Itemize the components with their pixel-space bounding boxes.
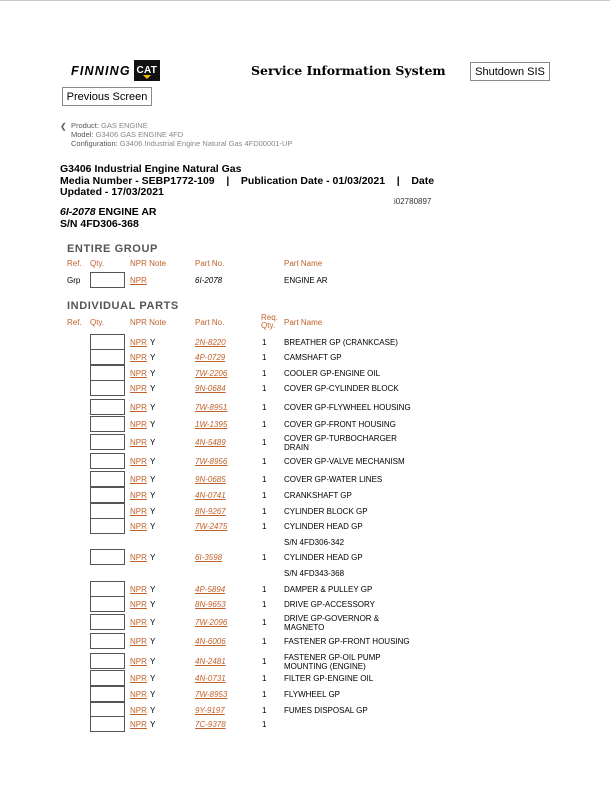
part-name: CYLINDER BLOCK GP	[284, 507, 368, 516]
npr-note: Y	[150, 553, 156, 562]
part-name: CAMSHAFT GP	[284, 353, 342, 362]
qty-input[interactable]	[90, 716, 125, 732]
req-qty: 1	[262, 522, 267, 531]
req-qty: 1	[262, 403, 267, 412]
part-name: COVER GP-VALVE MECHANISM	[284, 457, 405, 466]
qty-input[interactable]	[90, 581, 125, 597]
qty-input[interactable]	[90, 334, 125, 350]
npr-note: Y	[150, 522, 156, 531]
logo-wordmark: FINNING	[71, 63, 131, 78]
npr-link[interactable]: NPR	[130, 585, 147, 594]
npr-note: Y	[150, 690, 156, 699]
qty-input[interactable]	[90, 471, 125, 487]
npr-link[interactable]: NPR	[130, 522, 147, 531]
ip-header-npr: NPR Note	[130, 318, 167, 327]
part-name: CYLINDER HEAD GP	[284, 553, 363, 562]
npr-note: Y	[150, 720, 156, 729]
qty-input[interactable]	[90, 633, 125, 649]
npr-note: Y	[150, 618, 156, 627]
config-value: G3406 Industrial Engine Natural Gas 4FD00001-UP	[119, 139, 293, 148]
ip-header-req: Req. Qty.	[261, 313, 278, 330]
npr-note: Y	[150, 674, 156, 683]
qty-input[interactable]	[90, 614, 125, 630]
part-number-link[interactable]: 9N-0684	[195, 384, 226, 393]
engine-name: ENGINE AR	[95, 206, 157, 218]
config-label: Configuration:	[71, 139, 118, 148]
npr-link[interactable]: NPR	[130, 457, 147, 466]
part-number-link[interactable]: 4N-0741	[195, 491, 226, 500]
npr-link[interactable]: NPR	[130, 657, 147, 666]
req-qty: 1	[262, 353, 267, 362]
serial-range: S/N 4FD306-342	[284, 538, 345, 547]
part-number-link[interactable]: 7W-2206	[195, 369, 228, 378]
part-name: DAMPER & PULLEY GP	[284, 585, 373, 594]
npr-note: Y	[150, 657, 156, 666]
req-qty: 1	[262, 507, 267, 516]
part-number-link[interactable]: 6I-3598	[195, 553, 223, 562]
npr-link[interactable]: NPR	[130, 618, 147, 627]
eg-npr-link[interactable]: NPR	[130, 276, 147, 285]
npr-note: Y	[150, 403, 156, 412]
npr-link[interactable]: NPR	[130, 706, 147, 715]
entire-group-heading: ENTIRE GROUP	[67, 243, 158, 255]
npr-link[interactable]: NPR	[130, 553, 147, 562]
eg-header-qty: Qty.	[90, 259, 105, 268]
npr-note: Y	[150, 491, 156, 500]
model-label: Model:	[71, 130, 94, 139]
npr-link[interactable]: NPR	[130, 384, 147, 393]
part-name: FILTER GP-ENGINE OIL	[284, 674, 374, 683]
req-qty: 1	[262, 438, 267, 447]
eg-part-name: ENGINE AR	[284, 276, 328, 285]
part-number-link[interactable]: 4N-5489	[195, 438, 226, 447]
qty-input[interactable]	[90, 596, 125, 612]
qty-input[interactable]	[90, 399, 125, 415]
req-qty: 1	[262, 338, 267, 347]
qty-input[interactable]	[90, 453, 125, 469]
part-number-link[interactable]: 4N-2481	[195, 657, 226, 666]
document-id: i02780897	[394, 197, 432, 206]
npr-note: Y	[150, 369, 156, 378]
eg-header-name: Part Name	[284, 259, 323, 268]
part-number-link[interactable]: 7W-8956	[195, 457, 228, 466]
serial-range: S/N 4FD343-368	[284, 569, 345, 578]
eg-header-ref: Ref.	[67, 259, 82, 268]
part-number-link[interactable]: 2N-8220	[195, 338, 226, 347]
qty-input[interactable]	[90, 365, 125, 381]
npr-link[interactable]: NPR	[130, 369, 147, 378]
cat-logo-icon: CAT	[134, 60, 160, 81]
npr-note: Y	[150, 384, 156, 393]
npr-note: Y	[150, 438, 156, 447]
npr-link[interactable]: NPR	[130, 507, 147, 516]
npr-note: Y	[150, 507, 156, 516]
qty-input[interactable]	[90, 503, 125, 519]
ip-header-qty: Qty.	[90, 318, 105, 327]
req-qty: 1	[262, 674, 267, 683]
npr-link[interactable]: NPR	[130, 353, 147, 362]
npr-link[interactable]: NPR	[130, 491, 147, 500]
part-number-link[interactable]: 4N-0731	[195, 674, 226, 683]
part-name: FLYWHEEL GP	[284, 690, 341, 699]
part-name: FUMES DISPOSAL GP	[284, 706, 368, 715]
part-name: COVER GP-FRONT HOUSING	[284, 420, 396, 429]
qty-input[interactable]	[90, 549, 125, 565]
npr-link[interactable]: NPR	[130, 690, 147, 699]
qty-input[interactable]	[90, 686, 125, 702]
req-qty: 1	[262, 637, 267, 646]
engine-code: 6I-2078	[60, 206, 96, 218]
part-number-link[interactable]: 8N-9267	[195, 507, 226, 516]
npr-link[interactable]: NPR	[130, 475, 147, 484]
part-number-link[interactable]: 9N-0685	[195, 475, 226, 484]
npr-link[interactable]: NPR	[130, 403, 147, 412]
npr-note: Y	[150, 585, 156, 594]
qty-input[interactable]	[90, 518, 125, 534]
qty-input[interactable]	[90, 670, 125, 686]
part-name: COVER GP-CYLINDER BLOCK	[284, 384, 399, 393]
part-number-link[interactable]: 8N-9653	[195, 600, 226, 609]
npr-link[interactable]: NPR	[130, 438, 147, 447]
part-name: DRIVE GP-ACCESSORY	[284, 600, 375, 609]
part-number-link[interactable]: 7W-2475	[195, 522, 228, 531]
npr-link[interactable]: NPR	[130, 420, 147, 429]
req-qty: 1	[262, 384, 267, 393]
part-number-link[interactable]: 1W-1395	[195, 420, 228, 429]
ip-header-part: Part No.	[195, 318, 225, 327]
product-value: GAS ENGINE	[101, 121, 148, 130]
req-qty: 1	[262, 657, 267, 666]
part-name: COOLER GP-ENGINE OIL	[284, 369, 381, 378]
ip-header-name: Part Name	[284, 318, 323, 327]
req-qty: 1	[262, 690, 267, 699]
doc-title: G3406 Industrial Engine Natural Gas	[60, 163, 242, 175]
npr-link[interactable]: NPR	[130, 600, 147, 609]
npr-link[interactable]: NPR	[130, 637, 147, 646]
qty-input[interactable]	[90, 380, 125, 396]
npr-link[interactable]: NPR	[130, 720, 147, 729]
req-qty: 1	[262, 618, 267, 627]
part-name: COVER GP-TURBOCHARGER DRAIN	[284, 434, 397, 452]
qty-input[interactable]	[90, 487, 125, 503]
part-name: COVER GP-FLYWHEEL HOUSING	[284, 403, 411, 412]
req-qty: 1	[262, 720, 267, 729]
npr-note: Y	[150, 420, 156, 429]
product-breadcrumb	[71, 121, 292, 148]
req-qty: 1	[262, 420, 267, 429]
req-qty: 1	[262, 475, 267, 484]
eg-part-no: 6I-2078	[195, 276, 223, 285]
req-qty: 1	[262, 491, 267, 500]
req-qty: 1	[262, 553, 267, 562]
req-qty: 1	[262, 457, 267, 466]
npr-note: Y	[150, 637, 156, 646]
individual-parts-heading: INDIVIDUAL PARTS	[67, 300, 179, 312]
part-name: CYLINDER HEAD GP	[284, 522, 363, 531]
part-name: COVER GP-WATER LINES	[284, 475, 383, 484]
part-number-link[interactable]: 7W-8953	[195, 690, 228, 699]
part-name: CRANKSHAFT GP	[284, 491, 352, 500]
date-updated-line: Updated - 17/03/2021	[60, 186, 164, 198]
part-name: FASTENER GP-FRONT HOUSING	[284, 637, 410, 646]
npr-note: Y	[150, 475, 156, 484]
engine-serial: S/N 4FD306-368	[60, 218, 139, 230]
part-number-link[interactable]: 7W-8951	[195, 403, 228, 412]
npr-note: Y	[150, 338, 156, 347]
req-qty: 1	[262, 585, 267, 594]
part-name: BREATHER GP (CRANKCASE)	[284, 338, 398, 347]
npr-note: Y	[150, 706, 156, 715]
part-number-link[interactable]: 7C-9378	[195, 720, 226, 729]
part-name: FASTENER GP-OIL PUMP MOUNTING (ENGINE)	[284, 653, 381, 671]
previous-screen-button[interactable]: Previous Screen	[62, 87, 152, 106]
req-qty: 1	[262, 600, 267, 609]
part-name: DRIVE GP-GOVERNOR & MAGNETO	[284, 614, 380, 632]
npr-link[interactable]: NPR	[130, 674, 147, 683]
page-title: Service Information System	[251, 63, 446, 78]
req-qty: 1	[262, 369, 267, 378]
npr-note: Y	[150, 457, 156, 466]
model-value: G3406 GAS ENGINE 4FD	[95, 130, 184, 139]
qty-input[interactable]	[90, 349, 125, 365]
npr-link[interactable]: NPR	[130, 338, 147, 347]
chevron-left-icon[interactable]: ❮	[60, 122, 67, 131]
npr-note: Y	[150, 600, 156, 609]
req-qty: 1	[262, 706, 267, 715]
eg-ref: Grp	[67, 276, 81, 285]
qty-input[interactable]	[90, 653, 125, 669]
part-number-link[interactable]: 4P-5894	[195, 585, 226, 594]
qty-input[interactable]	[90, 434, 125, 450]
ip-header-ref: Ref.	[67, 318, 82, 327]
engine-heading	[60, 206, 157, 230]
finning-cat-logo	[71, 60, 160, 81]
shutdown-sis-button[interactable]: Shutdown SIS	[470, 62, 550, 81]
eg-header-npr: NPR Note	[130, 259, 167, 268]
product-label: Product:	[71, 121, 99, 130]
part-number-link[interactable]: 4N-6006	[195, 637, 226, 646]
media-publication-line: Media Number - SEBP1772-109 | Publication Date - 01/03/2021 | Date	[60, 174, 435, 187]
eg-header-part: Part No.	[195, 259, 225, 268]
eg-qty-input[interactable]	[90, 272, 125, 288]
part-number-link[interactable]: 4P-0729	[195, 353, 226, 362]
part-number-link[interactable]: 9Y-9197	[195, 706, 225, 715]
part-number-link[interactable]: 7W-2096	[195, 618, 228, 627]
npr-note: Y	[150, 353, 156, 362]
qty-input[interactable]	[90, 416, 125, 432]
